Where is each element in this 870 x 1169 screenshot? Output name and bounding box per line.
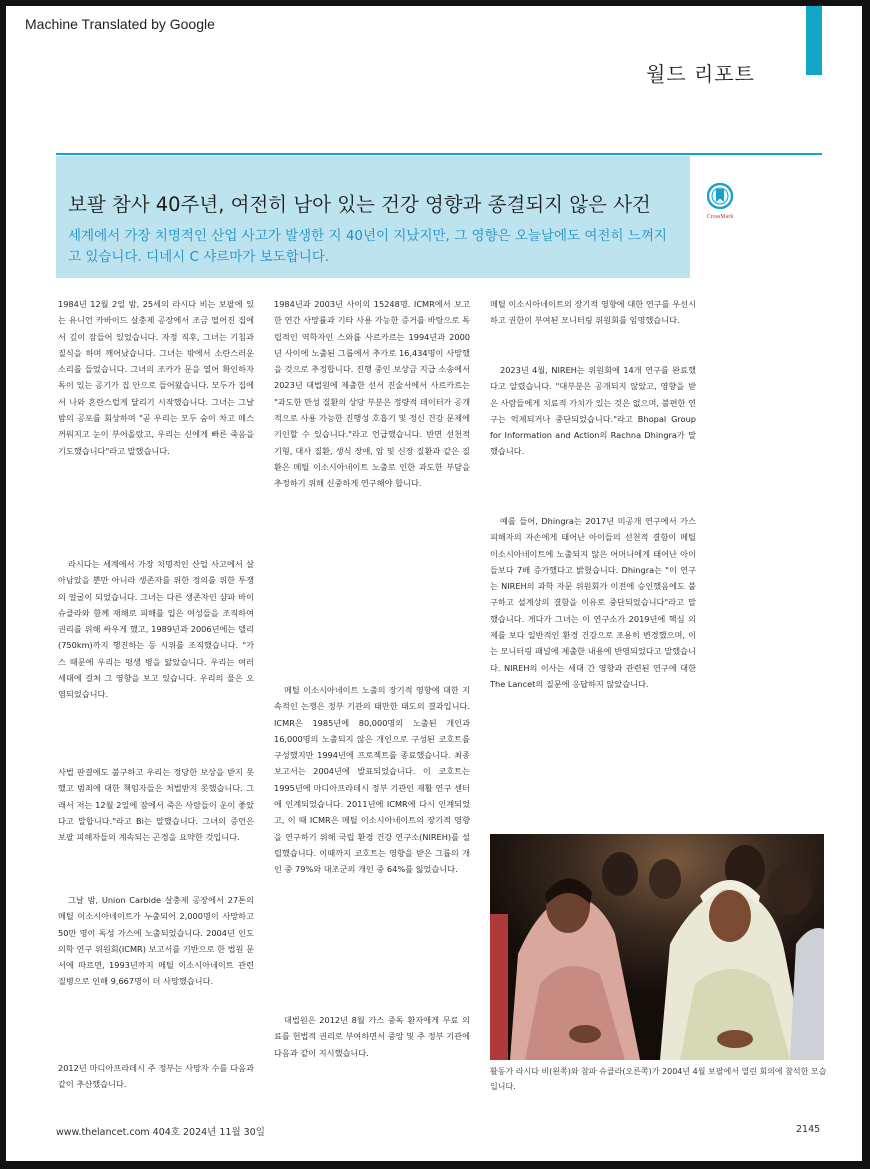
col2-paragraph-1: 1984년과 2003년 사이의 15248명. ICMR에서 보고한 연간 사망률과 기타 사용 가능한 증거를 바탕으로 독립적인 역학자인 스와룹 사르카르는 1994년과 2000년 사이에 노출된 그룹에서 추가로 16,434명이 사망했을 것으로 추정합니다. 진행 중인 보상금 지급 소송에서 2023년 대법원에 제출한 선서 진술서에서 사르카르는 "과도한 만성 질환의 상당 부분은 정량적 데이터가 공개적으로 사용 가능한 진행성 호흡기 및 정신 건강 문제에 기인할 수 있습니다."라고 언급했습니다. 반면 선천적 기형, 대사 질환, 생식 장애, 암 및 신장 질환과 같은 질환은 메틸 이소시아네이트 노출로 인한 과도한 부담을 추정하기 위해 신중하게 연구해야 합니다. bbox=[274, 299, 470, 489]
crossmark-icon bbox=[707, 183, 733, 209]
col1-paragraph-4: 그날 밤, Union Carbide 살충제 공장에서 27톤의 메틸 이소시아네이트가 누출되어 2,000명이 사망하고 50만 명이 독성 가스에 노출되었습니다. 2004년 인도 의학 연구 위원회(ICMR) 보고서를 기반으로 한 법원 문서에 따르면, 1993년까지 메틸 이소시아네이트 관련 질병으로 인해 9,667명이 더 사망했습니다. bbox=[58, 895, 254, 987]
col2-paragraph-2: 메틸 이소시아네이트 노출의 장기적 영향에 대한 지속적인 논쟁은 정부 기관의 태만한 태도의 결과입니다. ICMR은 1985년에 80,000명의 노출된 개인과 16,000명의 노출되지 않은 개인으로 구성된 코호트를 구성했지만 1994년에 프로젝트를 종료했습니다. 최종 보고서는 2004년에 발표되었습니다. 이 코호트는 1995년에 마디아프라데시 정부 기관인 재활 연구 센터에 인계되었습니다. 2011년에 ICMR에 다시 인계되었고, 이 때 ICMR은 메틸 이소시아네이트의 장기적 영향을 연구하기 위해 국립 환경 건강 연구소(NIREH)를 설립했습니다. 이때까지 코호트는 영향을 받은 그룹의 개인 중 79%와 대조군의 개인 중 64%를 잃었습니다. bbox=[274, 685, 470, 875]
standfirst: 세계에서 가장 치명적인 산업 사고가 발생한 지 40년이 지났지만, 그 영향은 오늘날에도 여전히 느껴지고 있습니다. 디네시 C 샤르마가 보도합니다. bbox=[68, 228, 667, 265]
crossmark-label: CrossMark bbox=[706, 214, 734, 220]
col3-paragraph-1: 메틸 이소시아네이트의 장기적 영향에 대한 연구를 우선시하고 권한이 부여된 모니터링 위원회를 임명했습니다. bbox=[490, 299, 696, 326]
crossmark-badge[interactable] bbox=[700, 183, 740, 220]
photo-caption: 활동가 라시다 비(왼쪽)와 참파 슈클라(오른쪽)가 2004년 4월 보팔에서 열린 회의에 참석한 모습입니다. bbox=[490, 1067, 827, 1091]
header-rule bbox=[56, 153, 822, 155]
title-box bbox=[56, 156, 690, 278]
col1-paragraph-3: 사법 판결에도 불구하고 우리는 정당한 보상을 받지 못했고 범죄에 대한 책임자들은 처벌받지 못했습니다. 그래서 저는 12월 2일에 잠에서 죽은 사람들이 운이 좋았다고 말합니다."라고 Bi는 말했습니다. 그녀의 증언은 보팔 피해자들의 계속되는 곤경을 요약한 것입니다. bbox=[58, 767, 254, 843]
col3-paragraph-2: 2023년 4월, NIREH는 위원회에 14개 연구를 완료했다고 알렸습니다. "대부분은 공개되지 않았고, 영향을 받은 사람들에게 치료적 가치가 있는 것은 없으며, 불편한 연구는 억제되거나 중단되었습니다."라고 Bhopal Group for Information and Action의 Rachna Dhingra가 말했습니다. bbox=[490, 365, 696, 457]
document-page bbox=[6, 6, 862, 1161]
col1-paragraph-1: 1984년 12월 2일 밤, 25세의 라시다 비는 보팔에 있는 유니언 카바이드 살충제 공장에서 조금 떨어진 집에서 깊이 잠들어 있었습니다. 자정 직후, 그녀는 기침과 질식을 하며 깨어났습니다. 그녀는 밖에서 소란스러운 소리를 들었습니다. 그녀의 조카가 문을 열어 확인하자 독이 있는 공기가 집 안으로 들어왔습니다. 모두가 집에서 나와 혼란스럽게 달리기 시작했습니다. 그녀는 그날 밤의 공포를 회상하며 "곧 우리는 모두 숨이 차고 메스꺼워지고 눈이 부어올랐고, 우리는 신에게 빠른 죽음을 기도했습니다"라고 말했습니다. bbox=[58, 299, 254, 456]
photo-illustration bbox=[490, 834, 824, 1060]
section-label: 월드 리포트 bbox=[646, 62, 755, 86]
page-number: 2145 bbox=[796, 1124, 821, 1135]
article-photo bbox=[490, 834, 824, 1060]
col1-paragraph-5: 2012년 마디아프라데시 주 정부는 사망자 수를 다음과 같이 추산했습니다. bbox=[58, 1063, 254, 1090]
footer-journal-info: www.thelancet.com 404호 2024년 11월 30일 bbox=[56, 1127, 265, 1138]
section-color-bar bbox=[806, 6, 822, 75]
headline: 보팔 참사 40주년, 여전히 남아 있는 건강 영향과 종결되지 않은 사건 bbox=[68, 193, 651, 216]
machine-translation-banner: Machine Translated by Google bbox=[25, 16, 215, 32]
col3-paragraph-3: 예를 들어, Dhingra는 2017년 미공개 연구에서 가스 피해자의 자손에게 태어난 아이들의 선천적 결함이 메틸 이소시아네이트에 노출되지 않은 어머니에게 태어난 아이들보다 7배 증가했다고 밝혔습니다. Dhingra는 "이 연구는 NIREH의 과학 자문 위원회가 이전에 승인했음에도 불구하고 설계상의 결함을 이유로 중단되었습니다"라고 말했습니다. 게다가 그녀는 이 연구소가 2019년에 핵심 의제를 보다 일반적인 환경 건강으로 조용히 변경했으며, 이는 모니터링 패널에 제출한 내용에 반영되었다고 말했습니다. NIREH의 이사는 세대 간 영향과 관련된 연구에 대한 The Lancet의 질문에 응답하지 않았습니다. bbox=[490, 516, 696, 689]
col1-paragraph-2: 라시다는 세계에서 가장 치명적인 산업 사고에서 살아남았을 뿐만 아니라 생존자를 위한 정의를 위한 투쟁의 얼굴이 되었습니다. 그녀는 다른 생존자인 샴파 바이 슈클라와 함께 재해로 피해를 입은 여성들을 조직하여 권리를 위해 싸우게 했고, 1989년과 2006년에는 델리(750km)까지 행진하는 등 시위를 조직했습니다. "가스 때문에 우리는 평생 병을 앓았습니다. 우리는 여러 세대에 걸쳐 그 영향을 보고 있습니다. 우리의 물은 오염되었습니다. bbox=[58, 559, 254, 700]
col2-paragraph-3: 대법원은 2012년 8월 가스 중독 환자에게 무료 의료를 헌법적 권리로 부여하면서 중앙 및 주 정부 기관에 다음과 같이 지시했습니다. bbox=[274, 1015, 470, 1058]
